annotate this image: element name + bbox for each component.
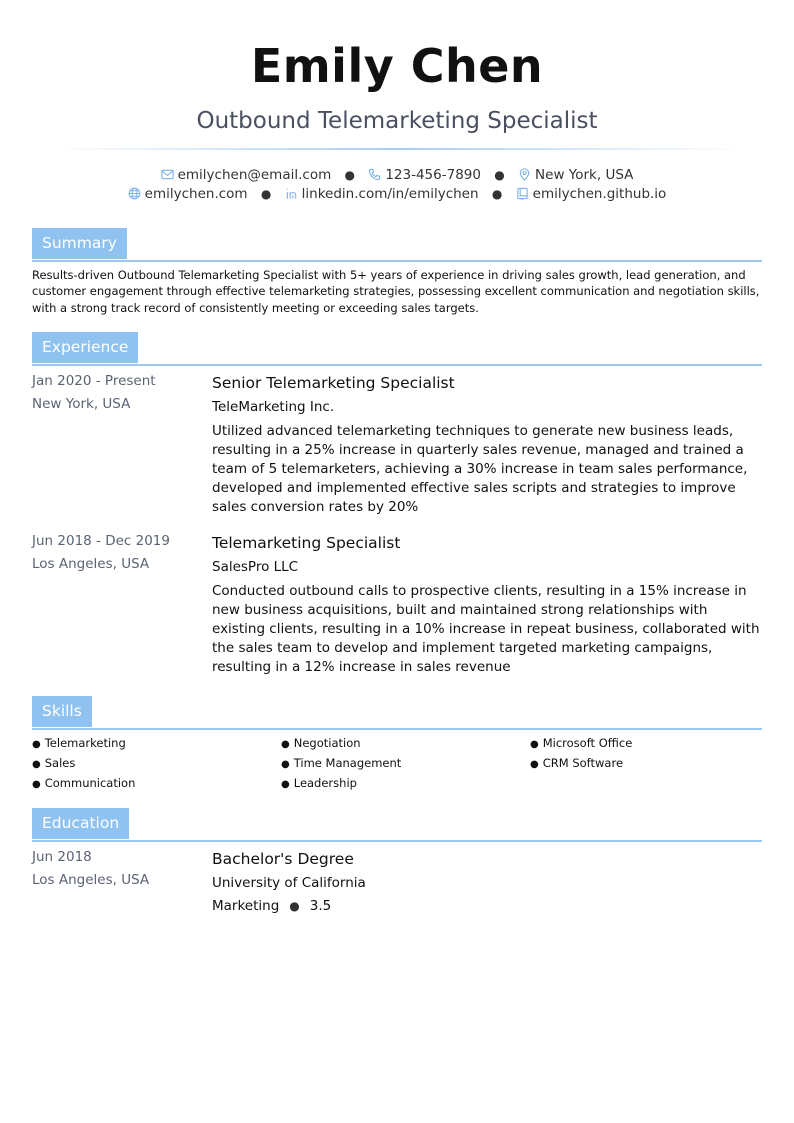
experience-dates: Jun 2018 - Dec 2019 bbox=[32, 533, 170, 549]
linkedin-icon bbox=[285, 187, 298, 200]
education-gpa: 3.5 bbox=[309, 898, 332, 914]
map-pin-icon bbox=[518, 168, 531, 181]
experience-company: TeleMarketing Inc. bbox=[212, 399, 335, 415]
experience-role: Telemarketing Specialist bbox=[212, 534, 401, 552]
education-meta bbox=[32, 848, 202, 889]
globe-icon bbox=[128, 187, 141, 200]
contact-website[interactable]: emilychen.com bbox=[128, 185, 248, 203]
skill-item: ● Telemarketing bbox=[32, 736, 126, 750]
experience-location: Los Angeles, USA bbox=[32, 556, 150, 572]
candidate-name: Emily Chen bbox=[250, 39, 544, 93]
education-school: University of California bbox=[212, 875, 366, 891]
contact-row-primary bbox=[0, 166, 794, 184]
experience-location: New York, USA bbox=[32, 396, 131, 412]
education-entry bbox=[212, 849, 764, 915]
contact-separator: ● bbox=[491, 187, 503, 201]
skill-item: ● Negotiation bbox=[281, 736, 361, 750]
section-title: Summary bbox=[32, 228, 127, 259]
contact-separator: ● bbox=[260, 187, 272, 201]
section-title: Education bbox=[32, 808, 129, 839]
experience-dates: Jan 2020 - Present bbox=[32, 373, 156, 389]
skill-item: ● Leadership bbox=[281, 776, 357, 790]
education-details bbox=[212, 897, 764, 915]
phone-icon bbox=[368, 168, 381, 181]
education-field: Marketing bbox=[212, 898, 280, 914]
experience-company: SalesPro LLC bbox=[212, 559, 299, 575]
education-degree: Bachelor's Degree bbox=[212, 850, 354, 868]
skill-item: ● Communication bbox=[32, 776, 136, 790]
skill-item: ● CRM Software bbox=[530, 756, 624, 770]
experience-entry bbox=[212, 533, 764, 677]
section-header-skills bbox=[32, 696, 762, 730]
mail-icon bbox=[161, 168, 174, 181]
contact-phone[interactable]: 123-456-7890 bbox=[368, 166, 481, 184]
education-location: Los Angeles, USA bbox=[32, 872, 150, 888]
job-title: Outbound Telemarketing Specialist bbox=[196, 108, 598, 134]
summary-text: Results-driven Outbound Telemarketing Specialist with 5+ years of experience in driving sales growth, lead generation, and customer engagement through effective telemarketing strategies, possessing excellent communication and negotiation skills, with a strong track record of consistently meeting or exceeding sales targets. bbox=[32, 268, 760, 315]
experience-description: Utilized advanced telemarketing techniques to generate new business leads, resulting in a 25% increase in quarterly sales revenue, managed and trained a team of 5 telemarketers, achieving a 30% increase in team sales performance, developed and implemented effective sales scripts and strategies to improve sales conversion rates by 20% bbox=[212, 423, 748, 515]
education-date: Jun 2018 bbox=[32, 849, 92, 865]
contact-location: New York, USA bbox=[518, 166, 633, 184]
section-header-experience bbox=[32, 332, 762, 366]
contact-linkedin[interactable]: linkedin.com/in/emilychen bbox=[285, 185, 479, 203]
contact-row-links bbox=[0, 185, 794, 203]
skill-item: ● Microsoft Office bbox=[530, 736, 633, 750]
contact-email[interactable]: emilychen@email.com bbox=[161, 166, 332, 184]
section-header-summary bbox=[32, 228, 762, 262]
header-divider bbox=[50, 148, 744, 150]
github-icon bbox=[516, 187, 529, 200]
experience-description: Conducted outbound calls to prospective clients, resulting in a 15% increase in new business acquisitions, built and maintained strong relationships with existing clients, resulting in a 10% increase in repeat business, collaborated with the sales team to develop and implement targeted marketing campaigns, resulting in a 12% increase in sales revenue bbox=[212, 583, 760, 675]
contact-separator: ● bbox=[494, 168, 505, 182]
section-title: Skills bbox=[32, 696, 92, 727]
experience-meta bbox=[32, 372, 202, 413]
experience-entry bbox=[212, 373, 764, 517]
section-title: Experience bbox=[32, 332, 138, 363]
experience-meta bbox=[32, 532, 202, 573]
contact-github[interactable]: emilychen.github.io bbox=[516, 185, 667, 203]
section-header-education bbox=[32, 808, 762, 842]
detail-separator: ● bbox=[289, 899, 300, 913]
contact-separator: ● bbox=[344, 168, 356, 182]
skill-item: ● Sales bbox=[32, 756, 76, 770]
skill-item: ● Time Management bbox=[281, 756, 402, 770]
experience-role: Senior Telemarketing Specialist bbox=[212, 374, 455, 392]
